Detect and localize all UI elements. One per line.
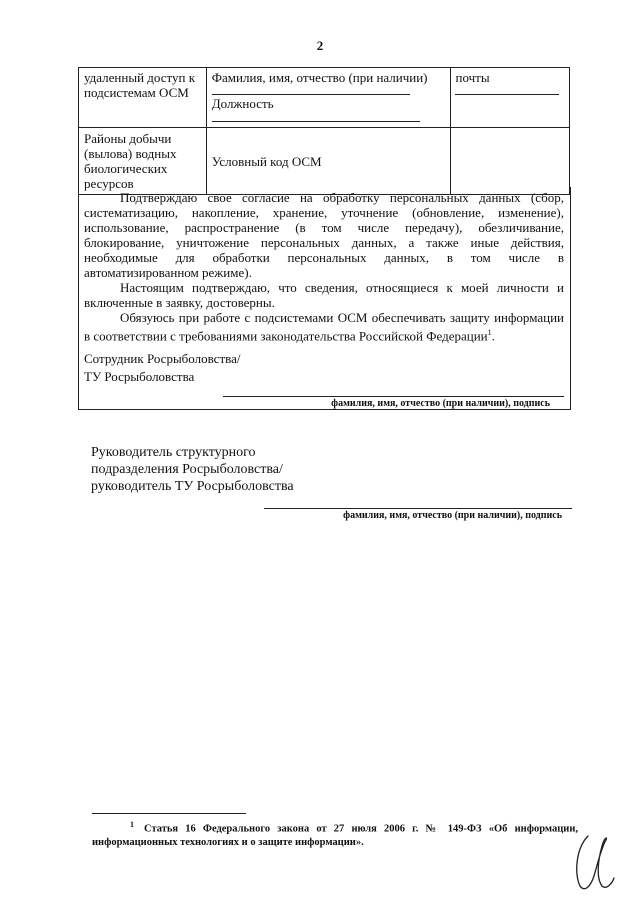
name-position-cell: [206, 68, 450, 128]
osm-code-label: Условный код ОСМ: [211, 153, 322, 169]
application-form-table: [78, 67, 570, 195]
page-number: 2: [316, 38, 324, 53]
email-underline: [455, 94, 559, 95]
consent-paragraph-1: Подтверждаю свое согласие на обработку персональных данных (сбор, систематизацию, накопление, хранение, уточнение (обновление, изменение), использование, распространение (в том числе передачу), обезличивание, блокирование, уничтожение персональных данных, а также иные действия, необходимые для обработки персональных данных, в том числе в автоматизированном режиме).: [84, 190, 564, 280]
consent-text: [84, 190, 564, 343]
email-cell: [450, 68, 569, 128]
employee-line-2: ТУ Росрыболовства: [84, 369, 195, 384]
consent-paragraph-3-end: .: [491, 328, 495, 344]
footnote-text: Статья 16 Федерального закона от 27 июля 2006 г. № 149-ФЗ «Об информации, информационных технологиях и о защите информации».: [92, 823, 578, 848]
head-signature-block: [91, 444, 294, 495]
osm-code-cell: [206, 128, 450, 195]
consent-paragraph-3-text: Обязуюсь при работе с подсистемами ОСМ обеспечивать защиту информации в соответствии с требованиями законодательства Российской Федерации: [84, 310, 564, 344]
head-signature-line: [264, 508, 572, 509]
table-row: [79, 68, 570, 128]
footnote: [92, 818, 578, 849]
employee-signature-line: [223, 396, 564, 397]
employee-label: [84, 350, 240, 386]
consent-paragraph-2: Настоящим подтверждаю, что сведения, относящиеся к моей личности и включенные в заявку, достоверны.: [84, 280, 564, 310]
position-underline: [212, 121, 420, 122]
table-row: [79, 128, 570, 195]
consent-paragraph-3: [84, 310, 564, 343]
email-label: почты: [455, 70, 490, 85]
empty-cell: [450, 128, 569, 195]
handwritten-initial: [568, 826, 618, 896]
fishing-areas-cell: [79, 128, 207, 195]
employee-line-1: Сотрудник Росрыболовства/: [84, 351, 241, 366]
fishing-areas-label: Районы добычи (вылова) водных биологических ресурсов: [84, 131, 177, 191]
footnote-ref: 1: [487, 328, 492, 337]
full-name-label: Фамилия, имя, отчество (при наличии): [211, 70, 428, 85]
footnote-separator: [92, 813, 246, 814]
employee-signature-caption: фамилия, имя, отчество (при наличии), подпись: [331, 398, 550, 409]
footnote-mark: 1: [130, 820, 134, 829]
head-line-1: Руководитель структурного: [91, 445, 256, 460]
remote-access-cell: [79, 68, 207, 128]
position-label: Должность: [211, 96, 274, 111]
head-signature-caption: фамилия, имя, отчество (при наличии), подпись: [343, 510, 562, 521]
head-line-2: подразделения Росрыболовства/: [91, 462, 283, 477]
head-line-3: руководитель ТУ Росрыболовства: [91, 479, 294, 494]
remote-access-label: удаленный доступ к подсистемам ОСМ: [84, 70, 196, 100]
